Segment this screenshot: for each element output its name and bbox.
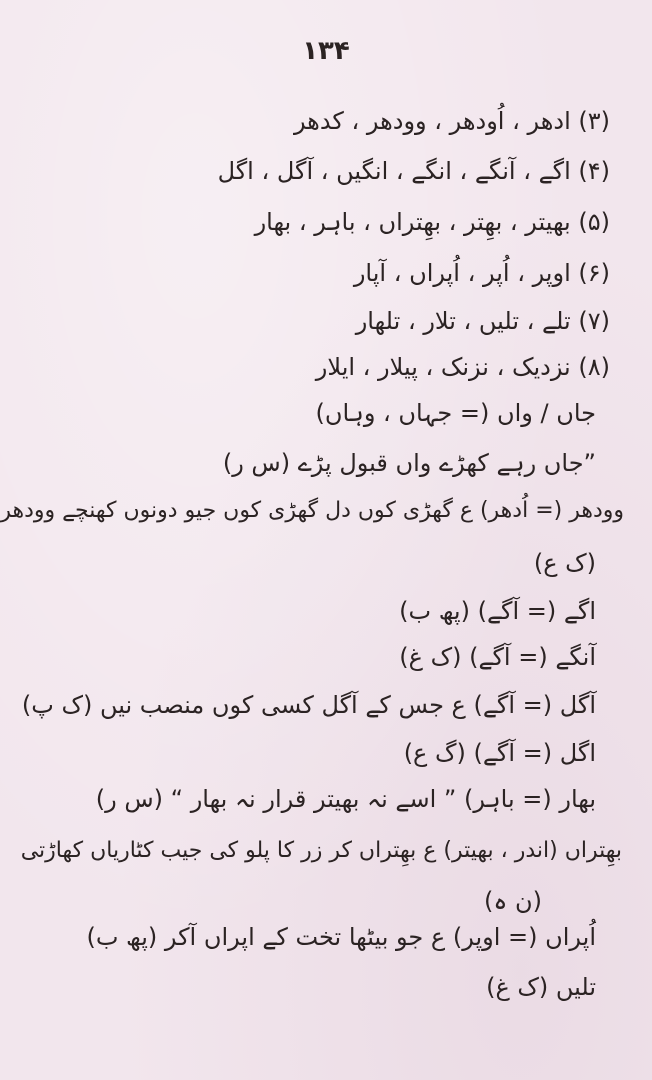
text-line: اگل (= آگے) (گ ع)	[403, 739, 596, 767]
text-line: (۳) ادھر ، اُودھر ، وودھر ، کدھر	[293, 107, 610, 135]
text-line: وودھر (= اُدھر) ع گھڑی کوں دل گھڑی کوں جیو دونوں کھنچے وودھر	[0, 498, 624, 523]
text-line: اگے (= آگے) (پھ ب)	[399, 597, 596, 625]
text-line: تلیں (ک غ)	[486, 973, 596, 1001]
text-line: آگل (= آگے) ع جس کے آگل کسی کوں منصب نیں (ک پ)	[21, 691, 596, 719]
text-line: (ک ع)	[533, 549, 596, 577]
text-line: (۷) تلے ، تلیں ، تلار ، تلھار	[355, 307, 610, 335]
page-number: ۱۳۴	[302, 36, 350, 66]
text-line: (۴) اگے ، آنگے ، انگے ، انگیں ، آگل ، اگل	[217, 157, 610, 185]
text-line: ”جاں رہے کھڑے واں قبول پڑے (س ر)	[222, 449, 596, 477]
text-line: (۵) بھیتر ، بھِتر ، بھِتراں ، باہر ، بھار	[254, 208, 610, 236]
text-line: (ن ہ)	[483, 887, 542, 915]
text-line: بھِتراں (اندر ، بھیتر) ع بھِتراں کر زر کا پلو کی جیب کٹاریاں کھاڑتی	[20, 838, 622, 863]
text-line: اُپراں (= اوپر) ع جو بیٹھا تخت کے اپراں آکر (پھ ب)	[86, 923, 596, 951]
text-line: آنگے (= آگے) (ک غ)	[399, 643, 596, 671]
text-line: بھار (= باہر) ” اسے نہ بھیتر قرار نہ بھار “ (س ر)	[95, 785, 596, 813]
text-line: (۶) اوپر ، اُپر ، اُپراں ، آپار	[353, 259, 610, 287]
text-line: جاں / واں (= جہاں ، وہاں)	[315, 399, 596, 427]
text-line: (۸) نزدیک ، نزنک ، پیلار ، ایلار	[315, 353, 610, 381]
